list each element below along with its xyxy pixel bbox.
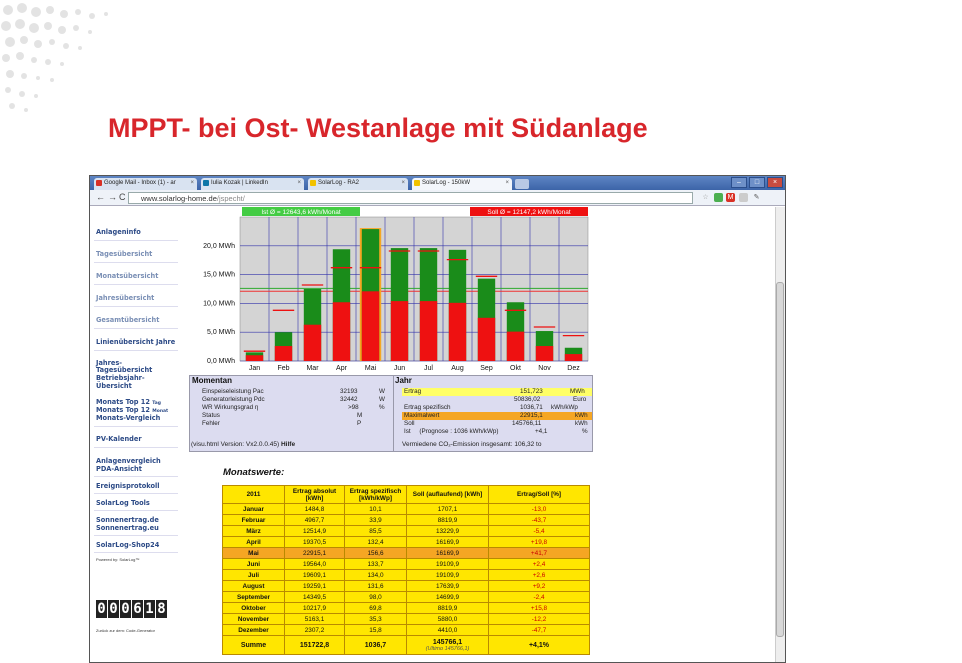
jahr-label: Ertrag spezifisch	[404, 404, 451, 411]
table-row	[223, 603, 590, 614]
bar-ist-red-apr	[333, 302, 350, 361]
version-text: (visu.html Version: Vx2.0.0.45)	[191, 441, 280, 448]
col-header: Ertrag spezifisch [kWh/kWp]	[345, 486, 407, 504]
x-tick-label: Nov	[538, 365, 551, 372]
table-row	[223, 548, 590, 559]
top12-suffix: Tag	[152, 401, 161, 406]
table-cell-abs: 10217,9	[285, 603, 345, 614]
sidebar-item-sonnenertrag-de[interactable]: Sonnenertrag.de	[96, 516, 159, 524]
table-row	[223, 526, 590, 537]
table-cell-spez: 98,0	[345, 592, 407, 603]
powered-by: Powered by: SolarLog™	[96, 557, 140, 562]
table-cell-month: Juni	[223, 559, 285, 570]
sidebar-item-shop24[interactable]: SolarLog-Shop24	[96, 541, 160, 549]
table-cell-pct: -12,2	[489, 614, 590, 625]
table-cell-month: August	[223, 581, 285, 592]
monthly-yield-chart	[186, 207, 596, 377]
sum-pct: +4,1%	[489, 636, 590, 655]
legend-soll: Soll Ø = 12147,2 kWh/Monat	[487, 209, 571, 216]
table-row	[223, 504, 590, 515]
momentan-value: >98	[348, 404, 359, 411]
table-row	[223, 570, 590, 581]
bar-ist-red-jul	[420, 301, 437, 361]
table-cell-abs: 19259,1	[285, 581, 345, 592]
table-cell-pct: +2,4	[489, 559, 590, 570]
gmail-icon	[96, 180, 102, 186]
table-cell-abs: 12514,9	[285, 526, 345, 537]
bar-ist-red-dez	[565, 354, 582, 361]
url-host: www.solarlog-home.de	[141, 194, 217, 203]
jahr-label: Maximalwert	[404, 412, 440, 419]
forward-icon[interactable]: →	[108, 192, 117, 202]
top12-label: Monats Top 12	[96, 406, 150, 414]
sidebar-item-betriebsjahr[interactable]: Betriebsjahr-	[96, 374, 145, 382]
table-cell-spez: 156,6	[345, 548, 407, 559]
table-row	[223, 614, 590, 625]
jahr-value: 1036,71	[520, 404, 543, 411]
x-tick-label: Mar	[306, 365, 319, 372]
table-cell-month: Juli	[223, 570, 285, 581]
momentan-header: Momentan	[192, 376, 232, 385]
table-cell-abs: 5163,1	[285, 614, 345, 625]
momentan-value: M	[357, 412, 363, 419]
momentan-unit: W	[379, 396, 385, 403]
counter-digit: 1	[145, 601, 154, 617]
table-cell-spez: 85,5	[345, 526, 407, 537]
table-cell-soll: 5880,0	[407, 614, 489, 625]
back-icon[interactable]: ←	[96, 192, 105, 202]
table-cell-abs: 19609,1	[285, 570, 345, 581]
x-tick-label: Sep	[480, 365, 493, 372]
sum-spez: 1036,7	[345, 636, 407, 655]
x-tick-label: Feb	[277, 365, 290, 372]
y-tick-label: 20,0 MWh	[203, 242, 235, 250]
new-tab-button[interactable]	[515, 179, 529, 189]
linkedin-icon	[203, 180, 209, 186]
sidebar-item-monatsuebersicht[interactable]: Monatsübersicht	[96, 272, 159, 280]
version-line	[191, 441, 295, 448]
table-cell-spez: 35,3	[345, 614, 407, 625]
x-tick-label: Apr	[336, 365, 347, 372]
bar-ist-red-mar	[304, 325, 321, 361]
table-cell-abs: 19564,0	[285, 559, 345, 570]
bar-ist-red-okt	[507, 332, 524, 361]
jahr-value: 151,723	[520, 388, 543, 395]
sidebar-item-linienuebersicht[interactable]: Linienübersicht Jahre	[96, 338, 176, 346]
sidebar-item-monats-vergleich[interactable]: Monats-Vergleich	[96, 414, 161, 422]
x-tick-label: Mai	[364, 365, 377, 372]
table-cell-pct: +41,7	[489, 548, 590, 559]
chart-area	[186, 207, 596, 377]
table-sum-row	[223, 636, 590, 655]
maximize-button[interactable]: □	[749, 177, 765, 188]
gmail-extension-icon[interactable]: M	[727, 194, 734, 201]
table-cell-abs: 2307,2	[285, 625, 345, 636]
jahr-label: Soll	[404, 420, 415, 427]
table-cell-soll: 1707,1	[407, 504, 489, 515]
table-cell-spez: 133,7	[345, 559, 407, 570]
sidebar-item-sonnenertrag-eu[interactable]: Sonnenertrag.eu	[96, 524, 159, 532]
x-tick-label: Aug	[451, 365, 464, 372]
legend-ist: Ist Ø = 12643,6 kWh/Monat	[261, 209, 341, 216]
star-icon[interactable]: ☆	[702, 194, 709, 201]
table-cell-soll: 16169,9	[407, 537, 489, 548]
tab-label: Google Mail - Inbox (1) - ar	[104, 180, 176, 186]
close-window-button[interactable]: ×	[767, 177, 783, 188]
top12-suffix: Monat	[152, 409, 169, 414]
tab-bar	[90, 176, 785, 190]
table-cell-pct: -2,4	[489, 592, 590, 603]
table-cell-spez: 33,9	[345, 515, 407, 526]
browser-window	[89, 175, 786, 663]
scrollbar-thumb[interactable]	[776, 282, 784, 637]
momentan-label: Fehler	[202, 420, 220, 427]
table-row	[223, 592, 590, 603]
sidebar-item-jahres-tages[interactable]: Tagesübersicht	[96, 366, 153, 374]
jahr-unit: MWh	[570, 388, 585, 395]
sidebar-item-ereignisprotokoll[interactable]: Ereignisprotokoll	[96, 482, 160, 490]
monthly-values-table	[222, 485, 590, 655]
table-cell-soll: 19109,9	[407, 570, 489, 581]
table-cell-soll: 4410,0	[407, 625, 489, 636]
table-cell-month: Januar	[223, 504, 285, 515]
momentan-value: P	[357, 420, 362, 427]
sidebar-item-tagesuebersicht[interactable]: Tagesübersicht	[96, 250, 153, 258]
jahr-label: Ist (Prognose : 1036 kWh/kWp)	[404, 428, 499, 435]
col-header: Soll (auflaufend) [kWh]	[407, 486, 489, 504]
sidebar-item-jahres[interactable]: Jahres-	[96, 359, 122, 367]
y-tick-label: 5,0 MWh	[206, 329, 235, 337]
x-tick-label: Okt	[510, 365, 521, 372]
table-cell-abs: 22915,1	[285, 548, 345, 559]
table-row	[223, 581, 590, 592]
url-path: /jspecht/	[216, 194, 245, 203]
tab-label: Iulia Kozak | LinkedIn	[211, 180, 268, 186]
table-cell-soll: 14699,9	[407, 592, 489, 603]
momentan-label: Generatorleistung Pdc	[202, 396, 265, 403]
bar-ist-red-aug	[449, 303, 466, 361]
momentan-unit: W	[379, 388, 385, 395]
table-cell-month: März	[223, 526, 285, 537]
table-cell-month: April	[223, 537, 285, 548]
table-cell-pct: -13,0	[489, 504, 590, 515]
counter-digit: 0	[109, 601, 118, 617]
sidebar-item-solarlog-tools[interactable]: SolarLog Tools	[96, 499, 150, 507]
table-cell-month: September	[223, 592, 285, 603]
sidebar	[90, 207, 182, 663]
solarlog-icon	[414, 180, 420, 186]
momentan-label: WR Wirkungsgrad η	[202, 404, 259, 411]
table-cell-spez: 10,1	[345, 504, 407, 515]
toolbar	[90, 190, 785, 206]
close-icon[interactable]: ×	[190, 180, 194, 186]
y-tick-label: 10,0 MWh	[203, 300, 235, 308]
counter-digit: 8	[157, 601, 166, 617]
hilfe-link[interactable]: Hilfe	[280, 441, 296, 448]
x-tick-label: Dez	[567, 365, 580, 372]
table-cell-abs: 1484,8	[285, 504, 345, 515]
table-row	[223, 515, 590, 526]
table-cell-month: November	[223, 614, 285, 625]
x-tick-label: Jun	[393, 365, 406, 372]
table-cell-pct: -5,4	[489, 526, 590, 537]
counter-digit: 0	[121, 601, 130, 617]
jahr-unit: %	[582, 428, 588, 435]
minimize-button[interactable]: –	[731, 177, 747, 188]
x-tick-label: Jul	[424, 365, 433, 372]
momentan-label: Einspeiseleistung Pac	[202, 388, 264, 395]
table-row	[223, 559, 590, 570]
jahr-label: Ertrag	[404, 388, 422, 395]
table-cell-soll: 13229,9	[407, 526, 489, 537]
close-icon[interactable]: ×	[401, 180, 405, 186]
reload-icon[interactable]: C	[119, 192, 126, 202]
close-icon[interactable]: ×	[505, 180, 509, 186]
momentan-label: Status	[202, 412, 220, 419]
top12-label: Monats Top 12	[96, 398, 150, 406]
table-cell-month: Oktober	[223, 603, 285, 614]
col-header: Ertrag absolut [kWh]	[285, 486, 345, 504]
address-bar[interactable]	[128, 192, 693, 204]
slide-title: MPPT- bei Ost- Westanlage mit Südanlage	[108, 113, 648, 143]
scrollbar[interactable]	[775, 207, 785, 663]
tab-linkedin[interactable]	[201, 178, 304, 190]
sidebar-item-anlagenvergleich[interactable]: Anlagenvergleich	[96, 457, 161, 465]
table-cell-spez: 15,8	[345, 625, 407, 636]
counter-digit: 6	[133, 601, 142, 617]
table-cell-pct: +2,6	[489, 570, 590, 581]
table-cell-spez: 132,4	[345, 537, 407, 548]
table-cell-month: Mai	[223, 548, 285, 559]
monatswerte-title: Monatswerte:	[223, 467, 285, 478]
sidebar-item-pv-kalender[interactable]: PV-Kalender	[96, 435, 142, 443]
table-cell-pct: +19,8	[489, 537, 590, 548]
extension-icon[interactable]	[714, 193, 723, 202]
table-cell-abs: 19370,5	[285, 537, 345, 548]
sum-label: Summe	[223, 636, 285, 655]
table-cell-soll: 16169,9	[407, 548, 489, 559]
solarlog-icon	[310, 180, 316, 186]
table-cell-pct: +15,8	[489, 603, 590, 614]
close-icon[interactable]: ×	[297, 180, 301, 186]
visitor-counter	[96, 600, 167, 618]
table-cell-spez: 69,8	[345, 603, 407, 614]
sum-soll-ultimo: (Ultimo 145766,1)	[425, 645, 470, 652]
jahr-header: Jahr	[395, 376, 412, 385]
sidebar-item-jahresuebersicht[interactable]: Jahresübersicht	[96, 294, 155, 302]
decorative-dots	[0, 0, 150, 120]
col-header: 2011	[223, 486, 285, 504]
jahr-unit: kWh	[575, 420, 588, 427]
tab-gmail[interactable]	[94, 178, 197, 190]
jahr-value: 22915,1	[520, 412, 543, 419]
bar-ist-red-feb	[275, 346, 292, 361]
table-cell-soll: 8819,9	[407, 603, 489, 614]
tab-label: SolarLog - 150kW	[422, 180, 471, 186]
tab-solarlog-150kw[interactable]	[412, 178, 512, 190]
table-cell-soll: 19109,9	[407, 559, 489, 570]
table-cell-month: Dezember	[223, 625, 285, 636]
jahr-value: +4,1	[535, 428, 548, 435]
bar-ist-red-mai	[362, 291, 379, 361]
table-cell-pct: +9,2	[489, 581, 590, 592]
tab-label: SolarLog - RA2	[318, 180, 360, 186]
sidebar-item-uebersicht[interactable]: Übersicht	[96, 382, 132, 390]
y-tick-label: 0,0 MWh	[206, 358, 235, 365]
tab-solarlog-ra2[interactable]	[308, 178, 408, 190]
table-cell-pct: -43,7	[489, 515, 590, 526]
page-icon[interactable]	[739, 193, 748, 202]
table-row	[223, 625, 590, 636]
bar-ist-red-nov	[536, 346, 553, 361]
sum-soll-value: 145766,1	[432, 638, 463, 646]
jahr-value: 145766,11	[512, 420, 542, 427]
bar-ist-red-jun	[391, 301, 408, 361]
wrench-icon[interactable]: ✎	[753, 194, 760, 201]
table-cell-abs: 14349,5	[285, 592, 345, 603]
table-cell-soll: 17639,9	[407, 581, 489, 592]
sum-abs: 151722,8	[285, 636, 345, 655]
sidebar-item-gesamtuebersicht[interactable]: Gesamtübersicht	[96, 316, 160, 324]
table-cell-abs: 4967,7	[285, 515, 345, 526]
y-tick-label: 15,0 MWh	[203, 271, 235, 279]
momentan-value: 32442	[340, 396, 358, 403]
col-header: Ertrag/Soll [%]	[489, 486, 590, 504]
momentan-unit: %	[379, 404, 385, 411]
table-cell-pct: -47,7	[489, 625, 590, 636]
table-cell-spez: 131,6	[345, 581, 407, 592]
momentan-value: 32193	[340, 388, 358, 395]
x-tick-label: Jan	[248, 365, 261, 372]
jahr-value: 50836,02	[514, 396, 541, 403]
sum-soll	[407, 636, 489, 655]
jahr-unit: kWh	[575, 412, 588, 419]
table-cell-month: Februar	[223, 515, 285, 526]
table-row	[223, 537, 590, 548]
jahr-unit: Euro	[573, 396, 587, 403]
jahr-unit: kWh/kWp	[551, 404, 578, 411]
table-cell-spez: 134,0	[345, 570, 407, 581]
counter-note[interactable]: Zurück zur dem: Code-Generator	[96, 628, 155, 633]
sidebar-item-anlageninfo[interactable]: Anlageninfo	[96, 228, 141, 236]
bar-ist-red-jan	[246, 355, 263, 361]
bar-ist-red-sep	[478, 318, 495, 361]
table-cell-soll: 8819,9	[407, 515, 489, 526]
co2-line: Vermiedene CO₂-Emission insgesamt: 106,32 to	[402, 441, 542, 448]
sidebar-item-pda-ansicht[interactable]: PDA-Ansicht	[96, 465, 142, 473]
counter-digit: 0	[97, 601, 106, 617]
